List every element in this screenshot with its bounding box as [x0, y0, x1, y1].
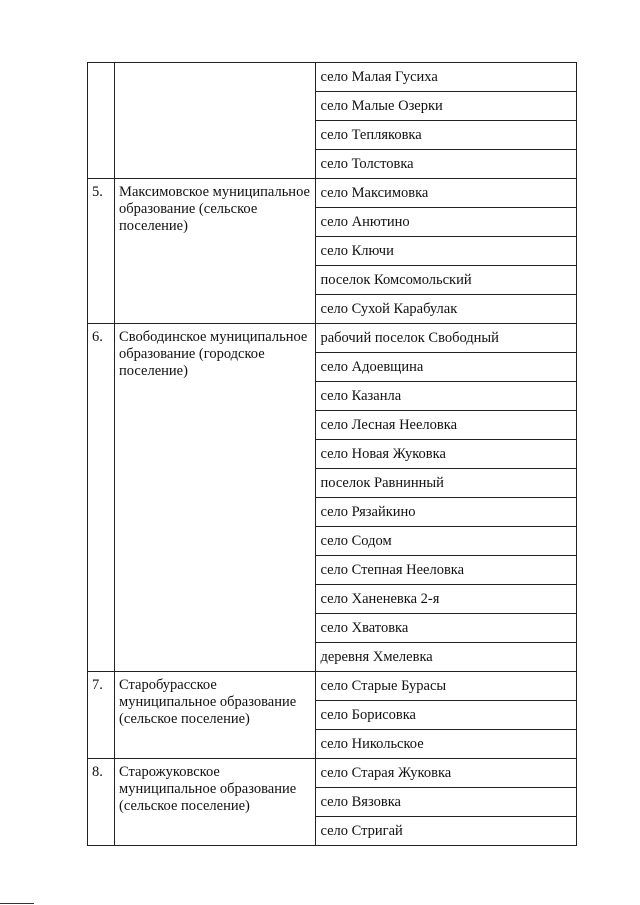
settlement-name: село Толстовка [320, 156, 414, 172]
municipality-name: Старожуковское муниципальное образование (сельское поселение) [119, 764, 297, 814]
settlement-cell [316, 208, 577, 237]
row-number-cell [88, 672, 115, 759]
settlement-cell [316, 643, 577, 672]
municipality-name: Максимовское муниципальное образование (сельское поселение) [119, 184, 310, 234]
settlement-name: село Хватовка [320, 620, 409, 636]
settlement-cell [316, 759, 577, 788]
settlement-cell [316, 701, 577, 730]
municipality-name: Свободинское муниципальное образование (городское поселение) [119, 329, 308, 379]
settlement-name: село Сухой Карабулак [320, 301, 458, 317]
settlement-cell [316, 411, 577, 440]
municipality-cell [115, 672, 316, 759]
settlement-name: село Вязовка [320, 794, 401, 810]
settlement-cell [316, 295, 577, 324]
settlement-cell [316, 556, 577, 585]
settlement-name: село Рязайкино [320, 504, 416, 520]
settlement-name: село Малая Гусиха [320, 69, 438, 85]
settlement-cell [316, 817, 577, 846]
settlement-name: село Тепляковка [320, 127, 422, 143]
settlement-cell [316, 150, 577, 179]
municipality-cell [115, 324, 316, 672]
settlement-cell [316, 63, 577, 92]
settlement-cell [316, 527, 577, 556]
settlement-cell [316, 469, 577, 498]
settlement-name: село Новая Жуковка [320, 446, 446, 462]
table-row [88, 759, 577, 788]
settlement-name: село Борисовка [320, 707, 416, 723]
settlement-name: село Ключи [320, 243, 394, 259]
settlement-name: село Ханеневка 2-я [320, 591, 440, 607]
settlement-cell [316, 179, 577, 208]
settlement-name: село Казанла [320, 388, 402, 404]
settlement-cell [316, 92, 577, 121]
row-number: 6. [92, 329, 103, 345]
settlement-cell [316, 237, 577, 266]
table-row [88, 179, 577, 208]
row-number: 8. [92, 764, 103, 780]
settlement-name: село Никольское [320, 736, 424, 752]
table-row [88, 324, 577, 353]
settlement-name: село Анютино [320, 214, 410, 230]
settlement-name: село Максимовка [320, 185, 429, 201]
settlement-cell [316, 324, 577, 353]
row-number: 7. [92, 677, 103, 693]
settlement-cell [316, 672, 577, 701]
settlements-table [87, 62, 577, 846]
table-row [88, 672, 577, 701]
settlement-cell [316, 353, 577, 382]
settlement-name: село Старые Бурасы [320, 678, 447, 694]
settlement-name: село Малые Озерки [320, 98, 443, 114]
row-number-cell [88, 759, 115, 846]
settlement-name: рабочий поселок Свободный [320, 330, 499, 346]
settlement-cell [316, 440, 577, 469]
row-number [88, 63, 114, 68]
settlement-cell [316, 585, 577, 614]
municipality-name: Старобурасское муниципальное образование (сельское поселение) [119, 677, 297, 727]
table-body [88, 63, 577, 846]
row-number-cell [88, 179, 115, 324]
settlement-cell [316, 382, 577, 411]
settlement-name: село Старая Жуковка [320, 765, 452, 781]
settlement-cell [316, 498, 577, 527]
settlement-cell [316, 788, 577, 817]
settlement-name: село Адоевщина [320, 359, 424, 375]
settlement-cell [316, 614, 577, 643]
municipality-cell [115, 179, 316, 324]
page-edge-line [0, 903, 34, 904]
table-row [88, 63, 577, 92]
settlement-cell [316, 121, 577, 150]
municipality-cell [115, 63, 316, 179]
settlement-cell [316, 266, 577, 295]
row-number-cell [88, 63, 115, 179]
settlement-cell [316, 730, 577, 759]
settlement-name: село Степная Нееловка [320, 562, 465, 578]
row-number: 5. [92, 184, 103, 200]
settlement-name: село Содом [320, 533, 392, 549]
municipality-name [115, 63, 315, 68]
row-number-cell [88, 324, 115, 672]
settlement-name: поселок Равнинный [320, 475, 444, 491]
municipality-cell [115, 759, 316, 846]
settlement-name: село Стригай [320, 823, 403, 839]
settlement-name: деревня Хмелевка [320, 649, 433, 665]
settlement-name: село Лесная Нееловка [320, 417, 458, 433]
settlement-name: поселок Комсомольский [320, 272, 472, 288]
